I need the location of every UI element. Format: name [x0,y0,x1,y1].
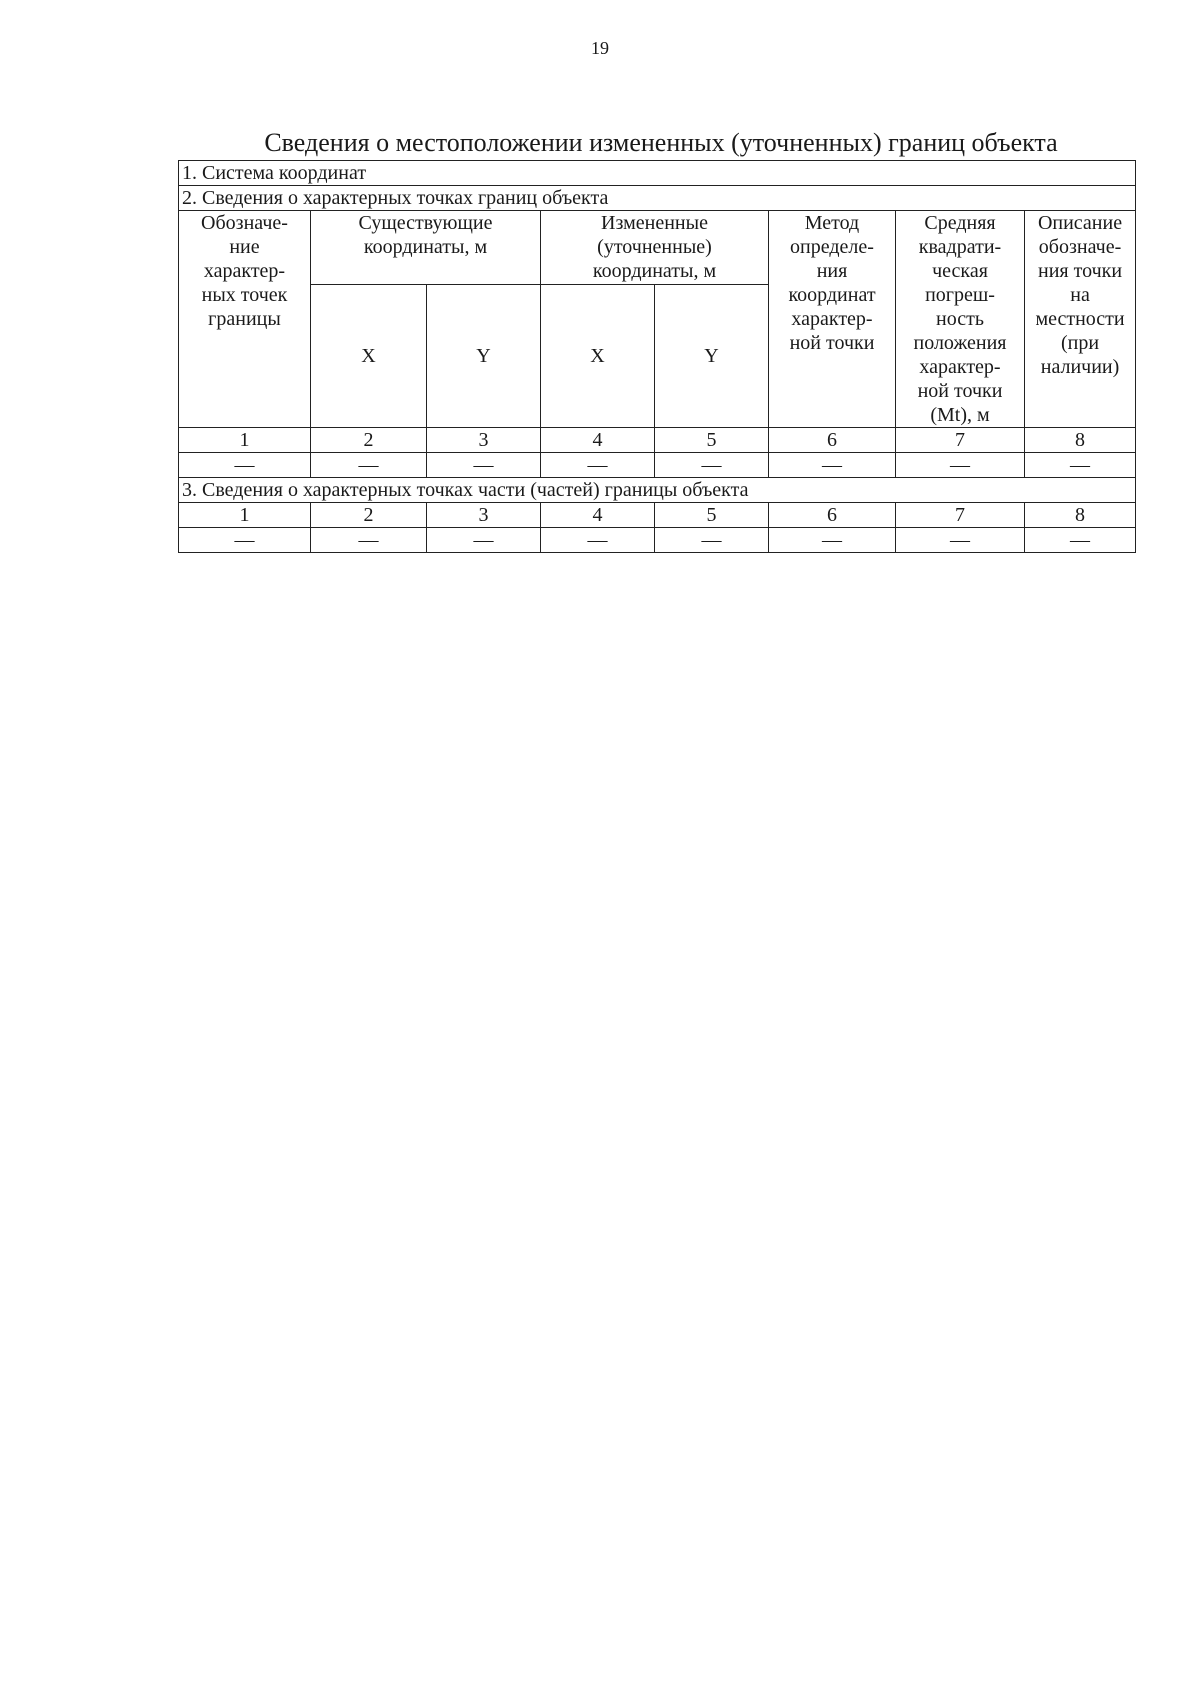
section-row-part-boundary-points [179,478,1136,503]
header-existing-x: X [311,285,427,428]
page-number: 19 [591,38,609,58]
empty-cell: — [1025,453,1136,478]
section-part-boundary-points: 3. Сведения о характерных точках части (частей) границы объекта [179,478,1136,503]
empty-cell: — [179,528,311,553]
column-number-row [179,503,1136,528]
empty-cell: — [769,528,896,553]
empty-cell: — [311,528,427,553]
header-mean-error: Средняя квадрати- ческая погреш- ность положения характер- ной точки (Mt), м [896,211,1025,428]
column-number: 5 [655,428,769,453]
header-existing-coordinates: Существующие координаты, м [311,211,541,285]
document-title: Сведения о местоположении измененных (уточненных) границ объекта [264,128,1058,157]
header-changed-x: X [541,285,655,428]
header-existing-y: Y [427,285,541,428]
empty-cell: — [1025,528,1136,553]
column-number: 7 [896,428,1025,453]
column-number: 6 [769,503,896,528]
header-designation: Обозначе- ние характер- ных точек границы [179,211,311,428]
header-description: Описание обозначе- ния точки на местности (при наличии) [1025,211,1136,428]
header-row [179,211,1136,285]
header-changed-coordinates: Измененные (уточненные) координаты, м [541,211,769,285]
column-number: 1 [179,428,311,453]
boundary-points-table [178,160,1136,553]
empty-cell: — [541,453,655,478]
table-row [179,453,1136,478]
column-number: 8 [1025,428,1136,453]
empty-cell: — [896,528,1025,553]
header-changed-y: Y [655,285,769,428]
column-number: 5 [655,503,769,528]
empty-cell: — [655,453,769,478]
empty-cell: — [427,528,541,553]
empty-cell: — [179,453,311,478]
empty-cell: — [541,528,655,553]
section-boundary-points: 2. Сведения о характерных точках границ объекта [179,186,1136,211]
column-number: 2 [311,503,427,528]
section-coordinate-system: 1. Система координат [179,161,1136,186]
header-method: Метод определе- ния координат характер- ной точки [769,211,896,428]
column-number: 2 [311,428,427,453]
empty-cell: — [311,453,427,478]
column-number: 8 [1025,503,1136,528]
section-row-boundary-points [179,186,1136,211]
column-number: 3 [427,503,541,528]
column-number: 1 [179,503,311,528]
column-number: 4 [541,428,655,453]
column-number: 3 [427,428,541,453]
column-number: 7 [896,503,1025,528]
column-number: 4 [541,503,655,528]
empty-cell: — [769,453,896,478]
empty-cell: — [655,528,769,553]
empty-cell: — [427,453,541,478]
empty-cell: — [896,453,1025,478]
column-number: 6 [769,428,896,453]
column-number-row [179,428,1136,453]
table-row [179,528,1136,553]
section-row-coordinate-system [179,161,1136,186]
